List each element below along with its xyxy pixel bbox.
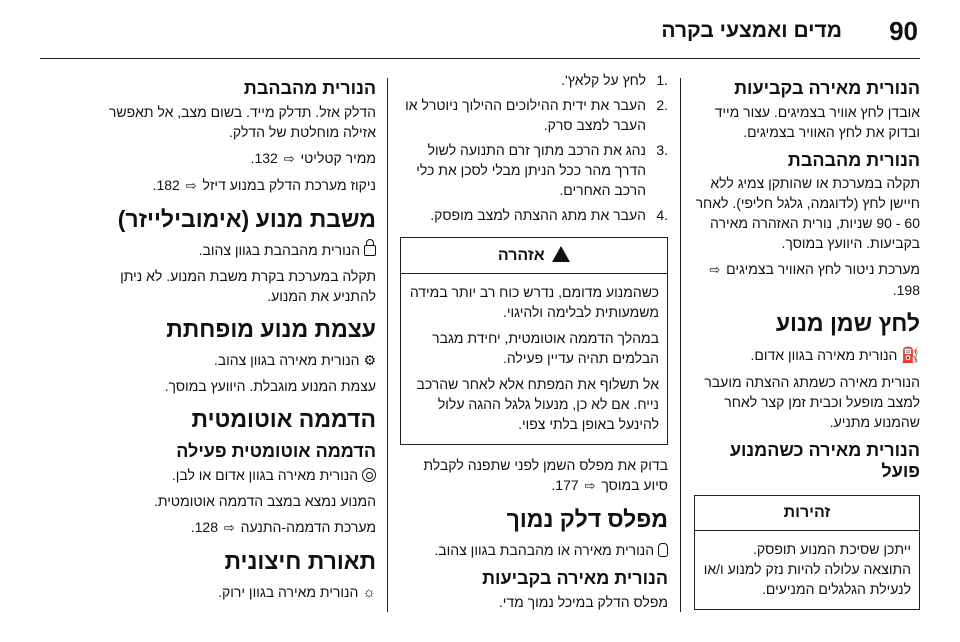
step-item bbox=[400, 205, 668, 225]
reference-text: מערכת הדממה-התנעה bbox=[240, 518, 376, 535]
step-number: .2 bbox=[656, 97, 668, 113]
reference-text: בדוק את מפלס השמן לפני שתפנה לקבלת סיוע במוסך bbox=[423, 457, 668, 493]
warning-title bbox=[401, 238, 667, 274]
column-center-left bbox=[108, 60, 376, 612]
warning-body bbox=[401, 274, 667, 444]
section-title: הנורית מהבהבת bbox=[243, 78, 376, 98]
autostop-icon bbox=[362, 468, 376, 482]
page-ref-icon: ⇨ bbox=[283, 150, 295, 166]
cross-reference bbox=[108, 517, 376, 538]
paragraph: המנוע נמצא במצב הדממה אוטומטית. bbox=[154, 492, 376, 509]
reference-page: 198. bbox=[892, 282, 920, 299]
section-title: הנורית מאירה בקביעות bbox=[482, 568, 668, 589]
step-text: לחץ על קלאץ'. bbox=[561, 72, 646, 88]
caution-title: זהירות bbox=[695, 496, 919, 531]
section-title: הדממה אוטומטית פעילה bbox=[176, 440, 376, 461]
column-divider bbox=[680, 78, 681, 612]
cross-reference bbox=[694, 259, 920, 300]
oil-can-icon: ⛽ bbox=[901, 346, 920, 364]
section-title: הנורית מהבהבת bbox=[787, 149, 920, 170]
reference-text: ממיר קטליטי bbox=[300, 149, 376, 166]
page-ref-icon: ⇨ bbox=[223, 519, 235, 535]
warning-box bbox=[400, 237, 668, 445]
paragraph bbox=[108, 350, 376, 370]
cross-reference bbox=[400, 455, 668, 496]
cross-reference bbox=[108, 175, 376, 196]
section-heading: תאורת חיצונית bbox=[224, 547, 376, 574]
step-item bbox=[400, 70, 668, 90]
page-ref-icon: ⇨ bbox=[185, 177, 197, 193]
step-number: .3 bbox=[656, 142, 668, 158]
paragraph: הנורית מאירה כשמתג ההצתה מועבר למצב מופעל וכבית זמן קצר לאחר שהמנוע מתניע. bbox=[704, 373, 920, 430]
page-heading: מדים ואמצעי בקרה bbox=[661, 19, 842, 42]
paragraph bbox=[694, 345, 920, 366]
step-text: נהג את הרכב מתוך זרם התנועה לשול הדרך מהר ככל הניתן מבלי לסכן את כלי הרכב האחרים. bbox=[416, 142, 646, 198]
paragraph-text: הנורית מאירה בגוון צהוב. bbox=[213, 352, 360, 369]
step-text: העבר את מתג ההצתה למצב מופסק. bbox=[430, 207, 646, 223]
section-heading: משבת מנוע (אימובילייזר) bbox=[117, 205, 376, 232]
step-text: העבר את ידית ההילוכים ההילוך ניוטרל או העבר למצב סרק. bbox=[405, 97, 646, 133]
paragraph bbox=[108, 582, 376, 603]
reference-page: 182. bbox=[152, 176, 180, 193]
page-ref-icon: ⇨ bbox=[584, 478, 596, 493]
page-ref-icon: ⇨ bbox=[709, 262, 721, 278]
exterior-lights-icon: ☼ bbox=[362, 583, 376, 601]
paragraph-text: הנורית מאירה בגוון ירוק. bbox=[218, 583, 359, 600]
warning-triangle-icon bbox=[552, 246, 570, 262]
section-heading: מפלס דלק נמוך bbox=[506, 506, 668, 532]
paragraph bbox=[108, 240, 376, 260]
step-number: .4 bbox=[656, 207, 668, 223]
paragraph: מפלס הדלק במיכל נמוך מדי. bbox=[498, 594, 668, 611]
warning-title-text: אזהרה bbox=[497, 247, 545, 264]
paragraph: אובדן לחץ אוויר בצמיגים. עצור מייד ובדוק את לחץ האוויר בצמיגים. bbox=[714, 103, 920, 140]
engine-power-icon: ⚙ bbox=[363, 352, 376, 369]
header-rule bbox=[40, 58, 920, 59]
paragraph bbox=[400, 540, 668, 560]
fuel-pump-icon bbox=[658, 543, 668, 557]
section-heading: עצמת מנוע מופחתת bbox=[166, 316, 376, 343]
steps-list bbox=[400, 70, 668, 225]
warning-text: אל תשלוף את המפתח אלא לאחר שהרכב נייח. אם לא כן, מנעול גלגל ההגה עלול להינעל באופן בלתי צפוי. bbox=[416, 376, 659, 432]
cross-reference bbox=[108, 148, 376, 169]
step-item bbox=[400, 140, 668, 200]
section-title: הנורית מאירה בקביעות bbox=[734, 78, 920, 98]
paragraph-text: הנורית מאירה בגוון אדום. bbox=[750, 346, 898, 363]
lock-car-icon bbox=[364, 245, 376, 256]
paragraph: תקלה במערכת או שהותקן צמיג ללא חיישן לחץ (לדוגמה, גלגל חליפי). לאחר 60 - 90 שניות, נורית האזהרה מאירה בקביעות. היוועץ במוסך. bbox=[695, 175, 920, 252]
warning-text: כשהמנוע מדומם, נדרש כוח רב יותר במידה משמעותית לבלימה ולהיגוי. bbox=[409, 284, 659, 320]
page-number: 90 bbox=[889, 16, 918, 46]
step-number: .1 bbox=[656, 72, 668, 88]
paragraph-text: הנורית מהבהבת בגוון צהוב. bbox=[198, 242, 361, 259]
section-heading: הדממה אוטומטית bbox=[191, 406, 376, 433]
paragraph: עצמת המנוע מוגבלת. היוועץ במוסך. bbox=[164, 378, 376, 395]
caution-body bbox=[695, 531, 919, 609]
paragraph: הדלק אזל. תדלק מייד. בשום מצב, אל תאפשר אזילה מוחלטת של הדלק. bbox=[108, 103, 376, 140]
caution-box bbox=[694, 495, 920, 610]
section-heading: לחץ שמן מנוע bbox=[775, 310, 920, 337]
reference-text: ניקוז מערכת הדלק במנוע דיזל bbox=[202, 176, 376, 193]
warning-text: במהלך הדממה אוטומטית, יחידת מגבר הבלמים תהיה עדיין פעילה. bbox=[432, 330, 659, 366]
reference-page: 128. bbox=[190, 518, 218, 535]
paragraph-text: הנורית מאירה או מהבהבת בגוון צהוב. bbox=[434, 542, 655, 559]
section-title: הנורית מאירה כשהמנוע פועל bbox=[729, 439, 920, 482]
reference-page: 132. bbox=[250, 149, 278, 166]
reference-text: מערכת ניטור לחץ האוויר בצמיגים bbox=[726, 261, 920, 278]
paragraph-text: הנורית מאירה בגוון אדום או לבן. bbox=[171, 466, 359, 483]
caution-text: ייתכן שסיכת המנוע תופסק. התוצאה עלולה להיות נזק למנוע ו/או לנעילת הגלגלים המניעים. bbox=[703, 540, 911, 597]
column-center-right bbox=[400, 60, 668, 612]
column-right bbox=[694, 60, 920, 612]
reference-page: 177. bbox=[551, 477, 579, 493]
paragraph bbox=[108, 465, 376, 485]
paragraph: תקלה במערכת בקרת משבת המנוע. לא ניתן להתניע את המנוע. bbox=[120, 268, 376, 305]
step-item bbox=[400, 95, 668, 135]
column-divider bbox=[387, 78, 388, 612]
